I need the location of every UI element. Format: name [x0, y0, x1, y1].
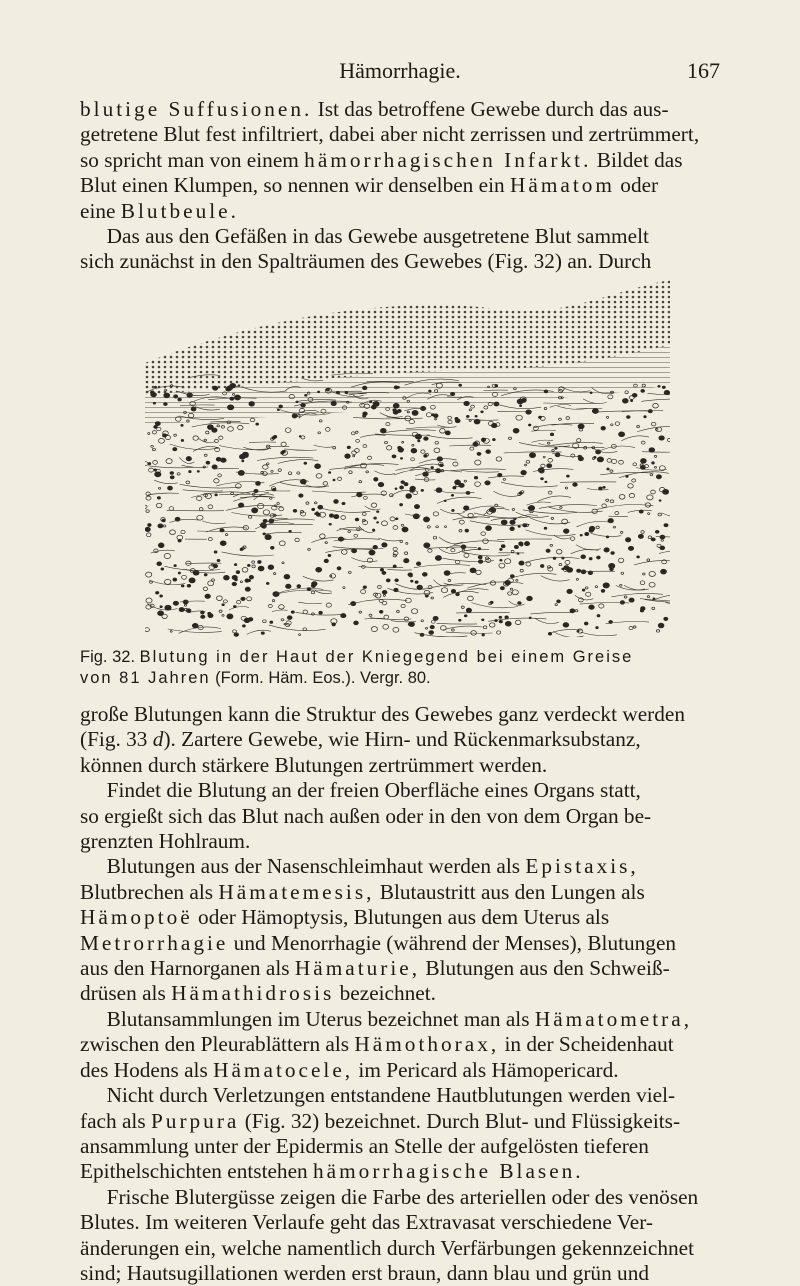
text-line: zwischen den Pleurablättern als Hämothorax, in der Scheidenhaut [80, 1032, 674, 1057]
text-line: fach als Purpura (Fig. 32) bezeichnet. Durch Blut- und Flüssigkeits- [80, 1108, 681, 1133]
text-line: grenzten Hohlraum. [80, 829, 251, 854]
page-number: 167 [687, 58, 720, 83]
text-line: des Hodens als Hämatocele, im Pericard als Hämopericard. [80, 1057, 619, 1082]
text-line: änderungen ein, welche namentlich durch Verfärbungen gekennzeichnet [80, 1235, 694, 1260]
caption-line: Fig. 32. Blutung in der Haut der Kniegegend bei einem Greise [80, 648, 634, 666]
running-title: Hämorrhagie. [339, 58, 461, 83]
text-line: Metrorrhagie und Menorrhagie (während der Menses), Blutungen [80, 930, 677, 955]
text-line: Blutes. Im weiteren Verlaufe geht das Extravasat verschiedene Ver- [80, 1210, 653, 1235]
text-line: so spricht man von einem hämorrhagischen Infarkt. Bildet das [80, 147, 683, 172]
text-line: Frische Blutergüsse zeigen die Farbe des arteriellen oder des venösen [80, 1184, 699, 1209]
text-line: drüsen als Hämathidrosis bezeichnet. [80, 981, 437, 1006]
text-line: blutige Suffusionen. Ist das betroffene Gewebe durch das aus- [80, 97, 669, 121]
body-text [80, 702, 725, 1286]
text-line: ansammlung unter der Epidermis an Stelle der aufgelösten tieferen [80, 1133, 649, 1158]
text-line: aus den Harnorganen als Hämaturie, Blutungen aus den Schweiß- [80, 956, 670, 981]
running-header [80, 58, 720, 88]
text-line: sind; Hautsugillationen werden erst braun, dann blau und grün und [80, 1260, 649, 1285]
text-line: große Blutungen kann die Struktur des Gewebes ganz verdeckt werden [80, 702, 685, 726]
text-line: Findet die Blutung an der freien Oberfläche eines Organs statt, [80, 778, 641, 803]
intro-text [80, 97, 725, 275]
text-line: sich zunächst in den Spalträumen des Gewebes (Fig. 32) an. Durch [80, 249, 652, 274]
tissue-drawing [145, 280, 670, 637]
text-line: eine Blutbeule. [80, 198, 239, 223]
text-line: können durch stärkere Blutungen zertrümmert werden. [80, 752, 548, 777]
text-line: Epithelschichten entstehen hämorrhagische Blasen. [80, 1159, 584, 1184]
text-line: Blutbrechen als Hämatemesis, Blutaustritt aus den Lungen als [80, 879, 645, 904]
text-line: Blut einen Klumpen, so nennen wir denselben ein Hämatom oder [80, 173, 659, 198]
text-line: Blutungen aus der Nasenschleimhaut werden als Epistaxis, [80, 854, 639, 879]
figure-caption [80, 647, 725, 689]
text-line: so ergießt sich das Blut nach außen oder in den von dem Organ be- [80, 803, 652, 828]
text-line: Nicht durch Verletzungen entstandene Hautblutungen werden viel- [80, 1083, 676, 1108]
caption-line: von 81 Jahren (Form. Häm. Eos.). Vergr. 80. [80, 669, 431, 687]
text-line: Das aus den Gefäßen in das Gewebe ausgetretene Blut sammelt [80, 224, 649, 249]
text-line: Hämoptoë oder Hämoptysis, Blutungen aus dem Uterus als [80, 905, 610, 930]
text-line: (Fig. 33 d). Zartere Gewebe, wie Hirn- und Rückenmarksubstanz, [80, 727, 641, 752]
text-line: getretene Blut fest infiltriert, dabei aber nicht zerrissen und zertrümmert, [80, 122, 700, 147]
text-line: Blutansammlungen im Uterus bezeichnet man als Hämatometra, [80, 1006, 693, 1031]
histology-figure [145, 275, 670, 637]
